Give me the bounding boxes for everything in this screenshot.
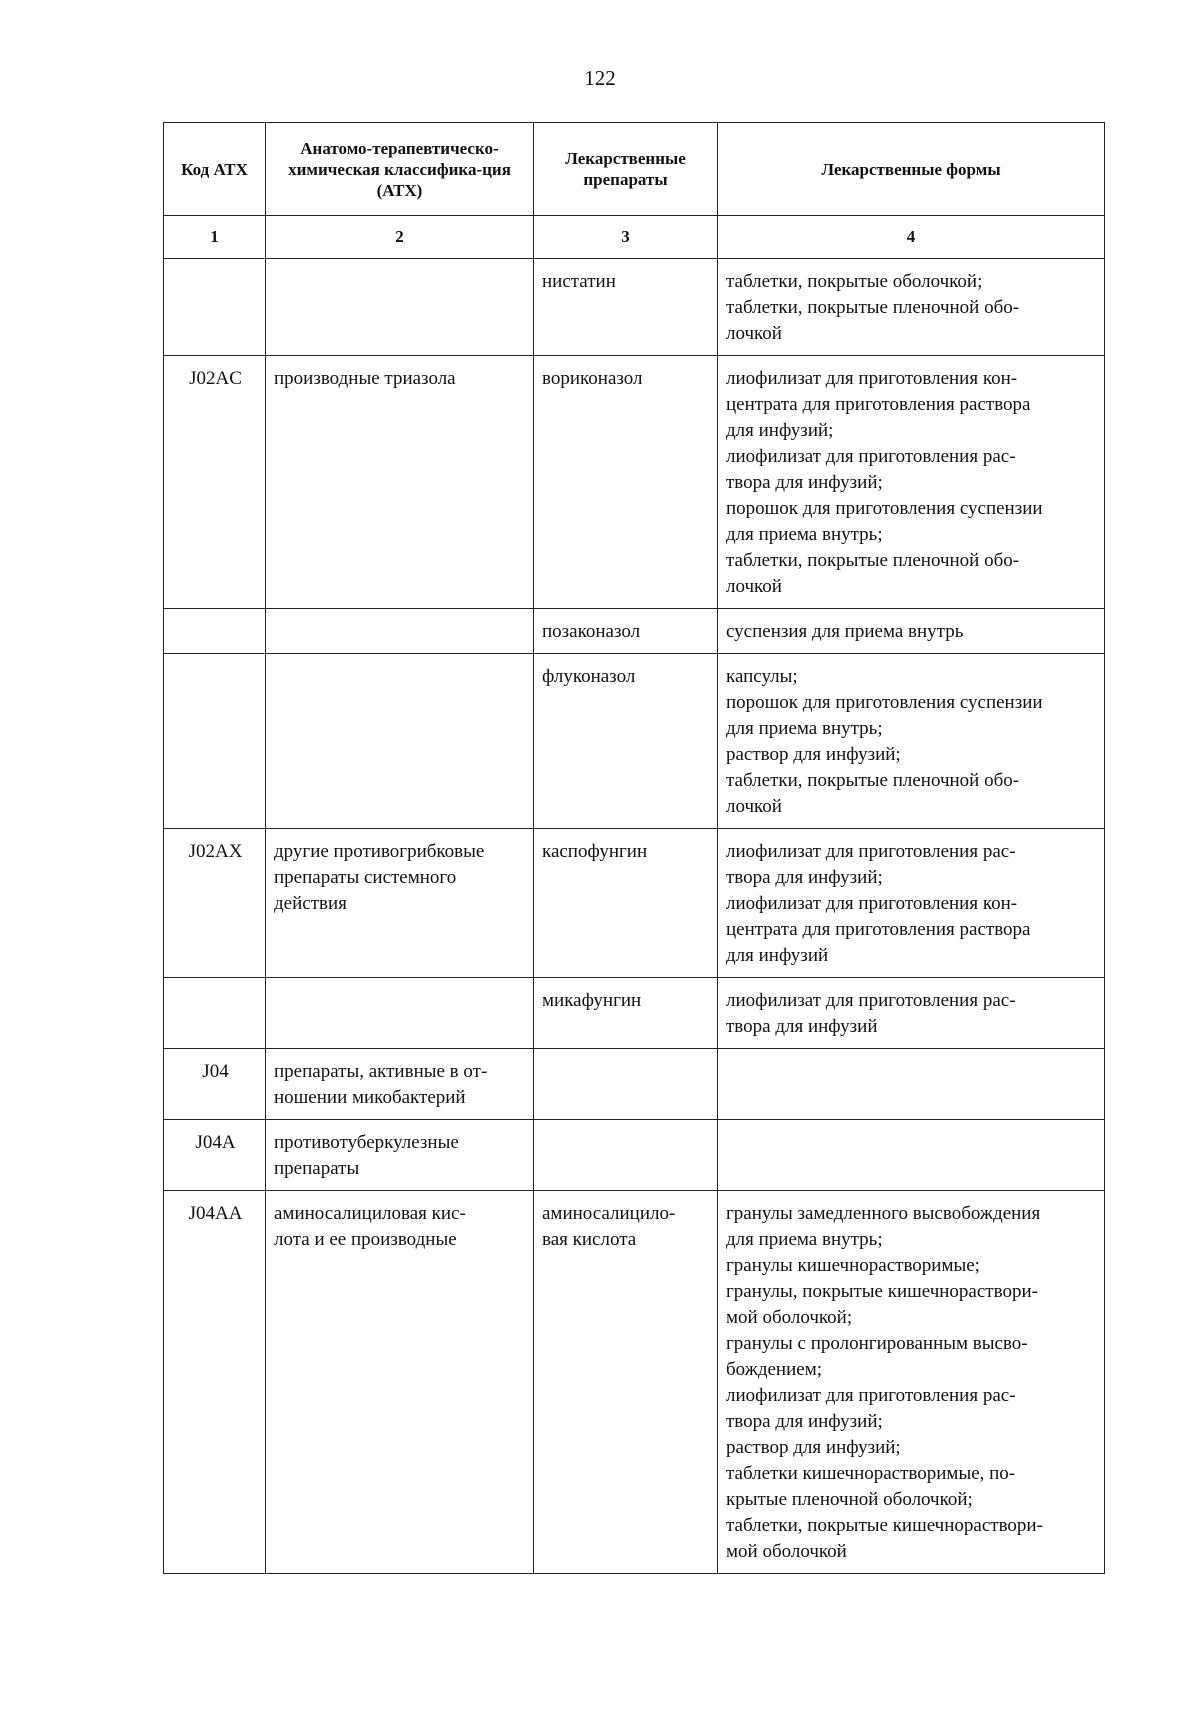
forms-cell — [718, 609, 1105, 654]
atx-code-cell: J04A — [164, 1120, 266, 1191]
forms-line: твора для инфузий — [726, 1016, 878, 1037]
drug-line: нистатин — [542, 271, 616, 292]
forms-cell — [718, 356, 1105, 609]
forms-line: мой оболочкой; — [726, 1307, 853, 1328]
forms-cell — [718, 978, 1105, 1049]
forms-line: лочкой — [726, 576, 782, 597]
column-number: 3 — [534, 216, 718, 259]
forms-line: гранулы кишечнорастворимые; — [726, 1255, 980, 1276]
table-row — [164, 356, 1105, 609]
classification-line: производные триазола — [274, 368, 456, 389]
forms-cell — [718, 1120, 1105, 1191]
forms-line: лиофилизат для приготовления рас- — [726, 990, 1016, 1011]
drug-cell — [534, 356, 718, 609]
forms-line: порошок для приготовления суспензии — [726, 692, 1043, 713]
forms-line: лиофилизат для приготовления кон- — [726, 368, 1018, 389]
column-number: 1 — [164, 216, 266, 259]
drug-line: каспофунгин — [542, 841, 648, 862]
drug-cell — [534, 259, 718, 356]
page-number: 122 — [584, 66, 616, 90]
atx-code-cell: J02AX — [164, 829, 266, 978]
forms-line: для приема внутрь; — [726, 1229, 883, 1250]
drug-cell — [534, 1120, 718, 1191]
atx-code-cell — [164, 259, 266, 356]
forms-line: гранулы, покрытые кишечнораствори- — [726, 1281, 1038, 1302]
forms-line: лиофилизат для приготовления кон- — [726, 893, 1018, 914]
forms-line: центрата для приготовления раствора — [726, 394, 1031, 415]
forms-line: таблетки, покрытые пленочной обо- — [726, 550, 1020, 571]
column-number-row — [164, 216, 1105, 259]
forms-line: раствор для инфузий; — [726, 744, 901, 765]
atx-code-cell — [164, 609, 266, 654]
drug-line: вориконазол — [542, 368, 643, 389]
forms-line: капсулы; — [726, 666, 798, 687]
classification-line: препараты системного — [274, 867, 457, 888]
column-number: 4 — [718, 216, 1105, 259]
forms-line: для приема внутрь; — [726, 718, 883, 739]
forms-line: таблетки, покрытые пленочной обо- — [726, 297, 1020, 318]
forms-cell — [718, 829, 1105, 978]
table-row — [164, 1049, 1105, 1120]
atx-code-cell — [164, 978, 266, 1049]
atx-code-cell — [164, 654, 266, 829]
forms-line: лиофилизат для приготовления рас- — [726, 841, 1016, 862]
forms-line: порошок для приготовления суспензии — [726, 498, 1043, 519]
forms-line: для приема внутрь; — [726, 524, 883, 545]
table-row — [164, 654, 1105, 829]
classification-cell — [266, 356, 534, 609]
table-row — [164, 609, 1105, 654]
classification-line: ношении микобактерий — [274, 1087, 466, 1108]
atx-code-cell: J04AA — [164, 1191, 266, 1574]
drug-cell — [534, 978, 718, 1049]
table-row — [164, 1120, 1105, 1191]
forms-cell — [718, 1191, 1105, 1574]
forms-line: лиофилизат для приготовления рас- — [726, 446, 1016, 467]
classification-cell — [266, 654, 534, 829]
classification-line: препараты — [274, 1158, 360, 1179]
forms-cell — [718, 654, 1105, 829]
forms-line: таблетки, покрытые пленочной обо- — [726, 770, 1020, 791]
column-number: 2 — [266, 216, 534, 259]
classification-cell — [266, 609, 534, 654]
forms-cell — [718, 259, 1105, 356]
table-body — [164, 259, 1105, 1574]
forms-line: твора для инфузий; — [726, 472, 883, 493]
forms-line: мой оболочкой — [726, 1541, 847, 1562]
forms-line: суспензия для приема внутрь — [726, 621, 964, 642]
forms-line: центрата для приготовления раствора — [726, 919, 1031, 940]
header-classification: Анатомо-терапевтическо-химическая классифика-ция (АТХ) — [266, 123, 534, 216]
header-code: Код АТХ — [164, 123, 266, 216]
forms-line: таблетки кишечнорастворимые, по- — [726, 1463, 1016, 1484]
classification-cell — [266, 829, 534, 978]
classification-line: лота и ее производные — [274, 1229, 457, 1250]
forms-cell — [718, 1049, 1105, 1120]
forms-line: раствор для инфузий; — [726, 1437, 901, 1458]
drug-cell — [534, 1049, 718, 1120]
drug-cell — [534, 829, 718, 978]
drug-line: флуконазол — [542, 666, 636, 687]
drug-line: микафунгин — [542, 990, 642, 1011]
atx-code-cell: J04 — [164, 1049, 266, 1120]
classification-line: аминосалициловая кис- — [274, 1203, 466, 1224]
drug-line: аминосалицило- — [542, 1203, 676, 1224]
table-row — [164, 829, 1105, 978]
forms-line: гранулы с пролонгированным высво- — [726, 1333, 1028, 1354]
classification-cell — [266, 1120, 534, 1191]
classification-line: препараты, активные в от- — [274, 1061, 488, 1082]
header-row — [164, 123, 1105, 216]
forms-line: таблетки, покрытые кишечнораствори- — [726, 1515, 1043, 1536]
drug-cell — [534, 1191, 718, 1574]
drug-cell — [534, 609, 718, 654]
forms-line: гранулы замедленного высвобождения — [726, 1203, 1041, 1224]
forms-line: лочкой — [726, 796, 782, 817]
atx-drug-table — [163, 122, 1105, 1574]
classification-cell — [266, 978, 534, 1049]
drug-line: позаконазол — [542, 621, 641, 642]
atx-code-cell: J02AC — [164, 356, 266, 609]
forms-line: лочкой — [726, 323, 782, 344]
forms-line: твора для инфузий; — [726, 867, 883, 888]
header-drugs: Лекарственные препараты — [534, 123, 718, 216]
forms-line: бождением; — [726, 1359, 822, 1380]
table-row — [164, 1191, 1105, 1574]
forms-line: таблетки, покрытые оболочкой; — [726, 271, 983, 292]
classification-cell — [266, 1191, 534, 1574]
forms-line: крытые пленочной оболочкой; — [726, 1489, 973, 1510]
drug-cell — [534, 654, 718, 829]
drug-line: вая кислота — [542, 1229, 637, 1250]
forms-line: твора для инфузий; — [726, 1411, 883, 1432]
forms-line: для инфузий — [726, 945, 829, 966]
forms-line: лиофилизат для приготовления рас- — [726, 1385, 1016, 1406]
classification-line: противотуберкулезные — [274, 1132, 459, 1153]
table-row — [164, 978, 1105, 1049]
table-row — [164, 259, 1105, 356]
header-forms: Лекарственные формы — [718, 123, 1105, 216]
classification-line: действия — [274, 893, 347, 914]
classification-line: другие противогрибковые — [274, 841, 485, 862]
forms-line: для инфузий; — [726, 420, 834, 441]
classification-cell — [266, 259, 534, 356]
classification-cell — [266, 1049, 534, 1120]
